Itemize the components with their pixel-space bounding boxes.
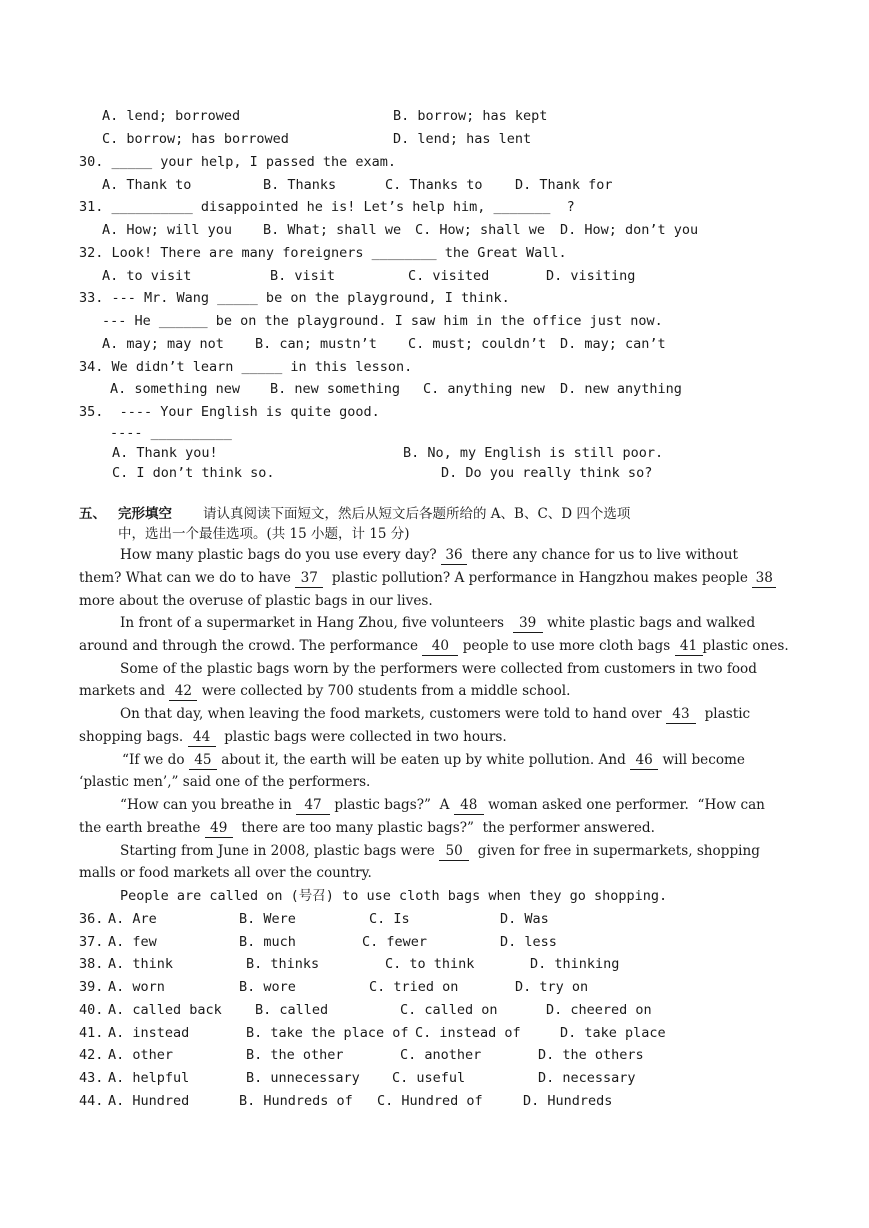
q32-option-b: B. visit	[270, 268, 336, 284]
q35-stem: 35. ---- Your English is quite good.	[79, 404, 380, 420]
q34-option-a: A. something new	[110, 381, 241, 397]
blank-48: 48	[454, 796, 484, 815]
q35-option-d: D. Do you really think so?	[441, 465, 653, 481]
option-number: 44.	[79, 1093, 104, 1109]
q34-option-d: D. new anything	[560, 381, 682, 397]
section-instructions-cont: 中，选出一个最佳选项。(共 15 小题，计 15 分)	[118, 526, 410, 542]
passage-line: shopping bags. 44 plastic bags were collected in two hours.	[79, 729, 507, 745]
option-a: A. Hundred	[108, 1093, 190, 1109]
option-b: B. unnecessary	[246, 1070, 360, 1086]
blank-43: 43	[666, 705, 696, 724]
q32-option-c: C. visited	[408, 268, 490, 284]
q33-stem-reply: --- He ______ be on the playground. I saw him in the office just now.	[102, 313, 663, 329]
option-c: C. instead of	[415, 1025, 521, 1041]
q30-option-a: A. Thank to	[102, 177, 192, 193]
option-a: A. instead	[108, 1025, 190, 1041]
blank-44: 44	[188, 728, 216, 747]
option-d: D. cheered on	[546, 1002, 652, 1018]
option-d: D. take place	[560, 1025, 666, 1041]
option-c: C. called on	[400, 1002, 498, 1018]
blank-38: 38	[752, 569, 776, 588]
q33-option-d: D. may; can’t	[560, 336, 666, 352]
option-b: B. wore	[239, 979, 296, 995]
option-c: C. another	[400, 1047, 482, 1063]
option-d: D. less	[500, 934, 557, 950]
blank-41: 41	[675, 637, 703, 656]
passage-line: “How can you breathe in 47 plastic bags?” A 48 woman asked one performer. “How can	[120, 797, 765, 813]
blank-45: 45	[189, 751, 217, 770]
option-b: B. take the place of	[246, 1025, 409, 1041]
passage-line: malls or food markets all over the country.	[79, 865, 372, 881]
q33-stem: 33. --- Mr. Wang _____ be on the playground, I think.	[79, 290, 510, 306]
q30-option-b: B. Thanks	[263, 177, 337, 193]
passage-line: How many plastic bags do you use every day? 36 there any chance for us to live without	[120, 547, 738, 563]
option-a: A. few	[108, 934, 157, 950]
q32-option-a: A. to visit	[102, 268, 192, 284]
option-b: B. much	[239, 934, 296, 950]
q35-option-c: C. I don’t think so.	[112, 465, 275, 481]
option-b: B. called	[255, 1002, 329, 1018]
passage-line: In front of a supermarket in Hang Zhou, five volunteers 39 white plastic bags and walked	[120, 615, 756, 631]
option-a: A. helpful	[108, 1070, 190, 1086]
option-number: 43.	[79, 1070, 104, 1086]
option-number: 37.	[79, 934, 104, 950]
passage-line: “If we do 45 about it, the earth will be eaten up by white pollution. And 46 will become	[122, 752, 745, 768]
passage-line: markets and 42 were collected by 700 students from a middle school.	[79, 683, 571, 699]
q30-stem: 30. _____ your help, I passed the exam.	[79, 154, 396, 170]
q31-option-c: C. How; shall we	[415, 222, 546, 238]
blank-50: 50	[439, 842, 469, 861]
blank-40: 40	[422, 637, 458, 656]
option-c: C. to think	[385, 956, 475, 972]
section-number: 五、	[79, 506, 106, 522]
q35-option-b: B. No, my English is still poor.	[403, 445, 664, 461]
blank-42: 42	[169, 682, 197, 701]
blank-37: 37	[295, 569, 323, 588]
option-number: 40.	[79, 1002, 104, 1018]
option-d: D. try on	[515, 979, 589, 995]
passage-line: Some of the plastic bags worn by the performers were collected from customers in two food	[120, 661, 757, 677]
q31-option-a: A. How; will you	[102, 222, 233, 238]
blank-46: 46	[630, 751, 658, 770]
option-c: C. Hundred of	[377, 1093, 483, 1109]
option-number: 36.	[79, 911, 104, 927]
option-number: 41.	[79, 1025, 104, 1041]
q31-stem: 31. __________ disappointed he is! Let’s help him, _______ ?	[79, 199, 575, 215]
option-a: A. think	[108, 956, 174, 972]
q34-option-c: C. anything new	[423, 381, 545, 397]
section-title: 完形填空	[118, 506, 172, 522]
q34-option-b: B. new something	[270, 381, 401, 397]
option-d: D. the others	[538, 1047, 644, 1063]
passage-line: People are called on (号召) to use cloth bags when they go shopping.	[120, 888, 668, 904]
q35-option-a: A. Thank you!	[112, 445, 218, 461]
q29-option-d: D. lend; has lent	[393, 131, 532, 147]
option-number: 38.	[79, 956, 104, 972]
option-c: C. tried on	[369, 979, 459, 995]
option-c: C. Is	[369, 911, 410, 927]
option-d: D. Hundreds	[523, 1093, 613, 1109]
q30-option-c: C. Thanks to	[385, 177, 483, 193]
q34-stem: 34. We didn’t learn _____ in this lesson.	[79, 359, 413, 375]
blank-39: 39	[513, 614, 543, 633]
q33-option-b: B. can; mustn’t	[255, 336, 377, 352]
option-b: B. thinks	[246, 956, 320, 972]
option-a: A. called back	[108, 1002, 222, 1018]
passage-line: more about the overuse of plastic bags in our lives.	[79, 593, 433, 609]
option-b: B. Were	[239, 911, 296, 927]
option-number: 42.	[79, 1047, 104, 1063]
q29-option-a: A. lend; borrowed	[102, 108, 241, 124]
q29-option-b: B. borrow; has kept	[393, 108, 548, 124]
option-a: A. Are	[108, 911, 157, 927]
option-d: D. thinking	[530, 956, 620, 972]
q29-option-c: C. borrow; has borrowed	[102, 131, 289, 147]
passage-line: the earth breathe 49 there are too many plastic bags?” the performer answered.	[79, 820, 655, 836]
option-c: C. fewer	[362, 934, 428, 950]
q35-stem-reply: ---- __________	[110, 425, 232, 441]
option-d: D. necessary	[538, 1070, 636, 1086]
blank-49: 49	[205, 819, 233, 838]
passage-line: ‘plastic men’,” said one of the performers.	[79, 774, 371, 790]
option-d: D. Was	[500, 911, 549, 927]
option-b: B. Hundreds of	[239, 1093, 353, 1109]
passage-line: On that day, when leaving the food markets, customers were told to hand over 43 plastic	[120, 706, 751, 722]
q30-option-d: D. Thank for	[515, 177, 613, 193]
passage-line: them? What can we do to have 37 plastic pollution? A performance in Hangzhou makes people 38	[79, 569, 776, 588]
q33-option-c: C. must; couldn’t	[408, 336, 547, 352]
option-a: A. worn	[108, 979, 165, 995]
option-c: C. useful	[392, 1070, 466, 1086]
blank-36: 36	[441, 546, 467, 565]
q31-option-b: B. What; shall we	[263, 222, 402, 238]
q32-option-d: D. visiting	[546, 268, 636, 284]
option-a: A. other	[108, 1047, 174, 1063]
option-b: B. the other	[246, 1047, 344, 1063]
passage-line: around and through the crowd. The performance 40 people to use more cloth bags 41 plastic ones.	[79, 638, 789, 654]
blank-47: 47	[296, 796, 330, 815]
q31-option-d: D. How; don’t you	[560, 222, 699, 238]
option-number: 39.	[79, 979, 104, 995]
passage-line: Starting from June in 2008, plastic bags were 50 given for free in supermarkets, shopping	[120, 843, 760, 859]
section-instructions: 请认真阅读下面短文，然后从短文后各题所给的 A、B、C、D 四个选项	[203, 506, 631, 522]
q33-option-a: A. may; may not	[102, 336, 224, 352]
q32-stem: 32. Look! There are many foreigners ________ the Great Wall.	[79, 245, 567, 261]
